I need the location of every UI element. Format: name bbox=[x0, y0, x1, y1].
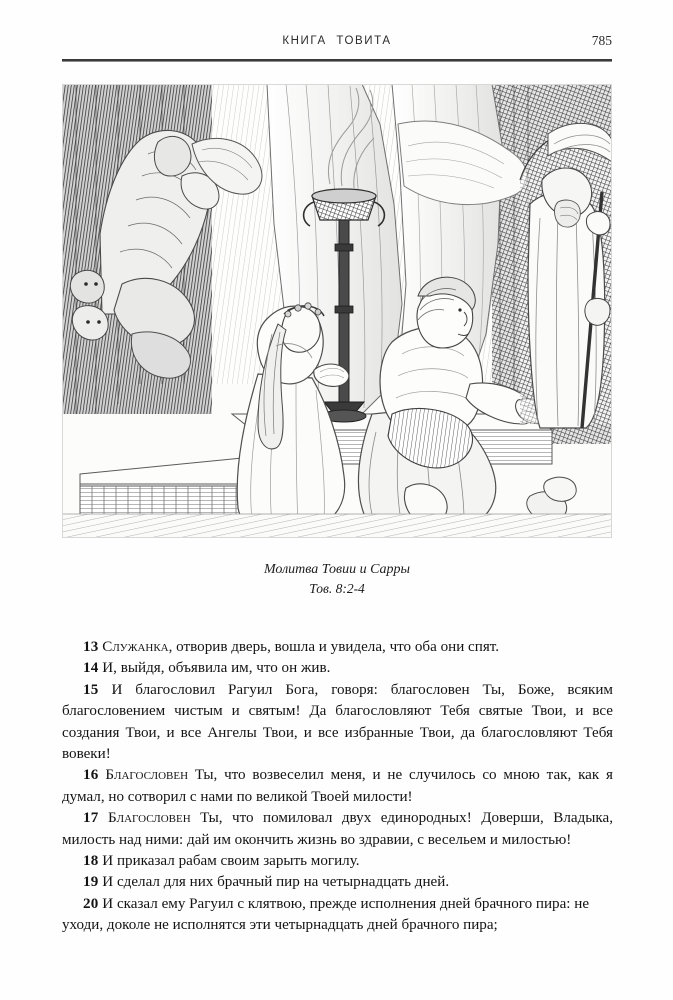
verse-paragraph bbox=[62, 808, 613, 851]
caption-title: Молитва Товии и Сарры bbox=[263, 562, 411, 577]
verse-paragraph bbox=[62, 658, 613, 679]
verse-number: 18 bbox=[83, 853, 99, 870]
verse-lead-word: И, bbox=[102, 660, 117, 677]
verse-lead-word: Служанка, bbox=[102, 639, 173, 655]
verse-paragraph bbox=[62, 680, 613, 766]
running-head bbox=[62, 33, 612, 57]
raphael-figure bbox=[520, 123, 612, 428]
engraving-illustration bbox=[62, 84, 612, 538]
verse-number: 13 bbox=[83, 639, 99, 655]
verse-paragraph bbox=[62, 637, 613, 658]
verse-paragraph bbox=[62, 894, 613, 937]
verse-lead-word: И bbox=[102, 874, 114, 891]
verse-lead-word: И bbox=[111, 681, 123, 698]
verse-lead-word: И bbox=[102, 895, 114, 912]
verse-lead-word: Благословен bbox=[105, 767, 189, 784]
scripture-text-block bbox=[62, 637, 613, 937]
verse-lead-word: Благословен bbox=[107, 810, 191, 827]
header-rule bbox=[62, 59, 612, 62]
illustration-caption bbox=[62, 560, 612, 598]
verse-text: выйдя, объявила им, что он жив. bbox=[116, 660, 331, 677]
verse-paragraph bbox=[62, 765, 613, 808]
illustration-plate bbox=[62, 84, 612, 538]
verse-paragraph bbox=[62, 851, 613, 872]
verse-number: 16 bbox=[83, 767, 99, 784]
verse-paragraph bbox=[62, 872, 613, 893]
verse-text: сделал для них брачный пир на четырнадцать дней. bbox=[113, 874, 450, 891]
verse-text: Ты, что помиловал двух единородных! Доверши, Владыка, милость над ними: дай им окончить жизнь во здравии, с весельем и милостью! bbox=[62, 810, 613, 848]
verse-number: 20 bbox=[83, 895, 99, 912]
page-number: 785 bbox=[591, 33, 612, 48]
verse-text: отворив дверь, вошла и увидела, что оба они спят. bbox=[172, 639, 500, 655]
verse-text: приказал рабам своим зарыть могилу. bbox=[113, 853, 360, 870]
verse-text: сказал ему Рагуил с клятвою, прежде исполнения дней брачного пира: не уходи, доколе не исполнятся эти четырнадцать дней брачного пира; bbox=[62, 895, 590, 934]
verse-text: Ты, что возвеселил меня, и не случилось со мною так, как я думал, но сотворил с нами по великой Твоей милости! bbox=[62, 767, 613, 805]
verse-number: 17 bbox=[83, 810, 99, 827]
verse-number: 14 bbox=[83, 660, 99, 677]
verse-number: 15 bbox=[83, 681, 99, 698]
verse-lead-word: И bbox=[102, 853, 114, 870]
caption-reference: Тов. 8:2-4 bbox=[309, 581, 365, 596]
running-head-title: КНИГА ТОВИТА bbox=[282, 35, 392, 47]
verse-number: 19 bbox=[83, 874, 99, 891]
verse-text: благословил Рагуил Бога, говоря: благословен Ты, Боже, всяким благословением чистым и святым! Да благословляют Тебя святые Твои, и все создания Твои, и все Ангелы Твои, и все избранные Твои, да благословляют Тебя вовеки! bbox=[62, 681, 613, 763]
